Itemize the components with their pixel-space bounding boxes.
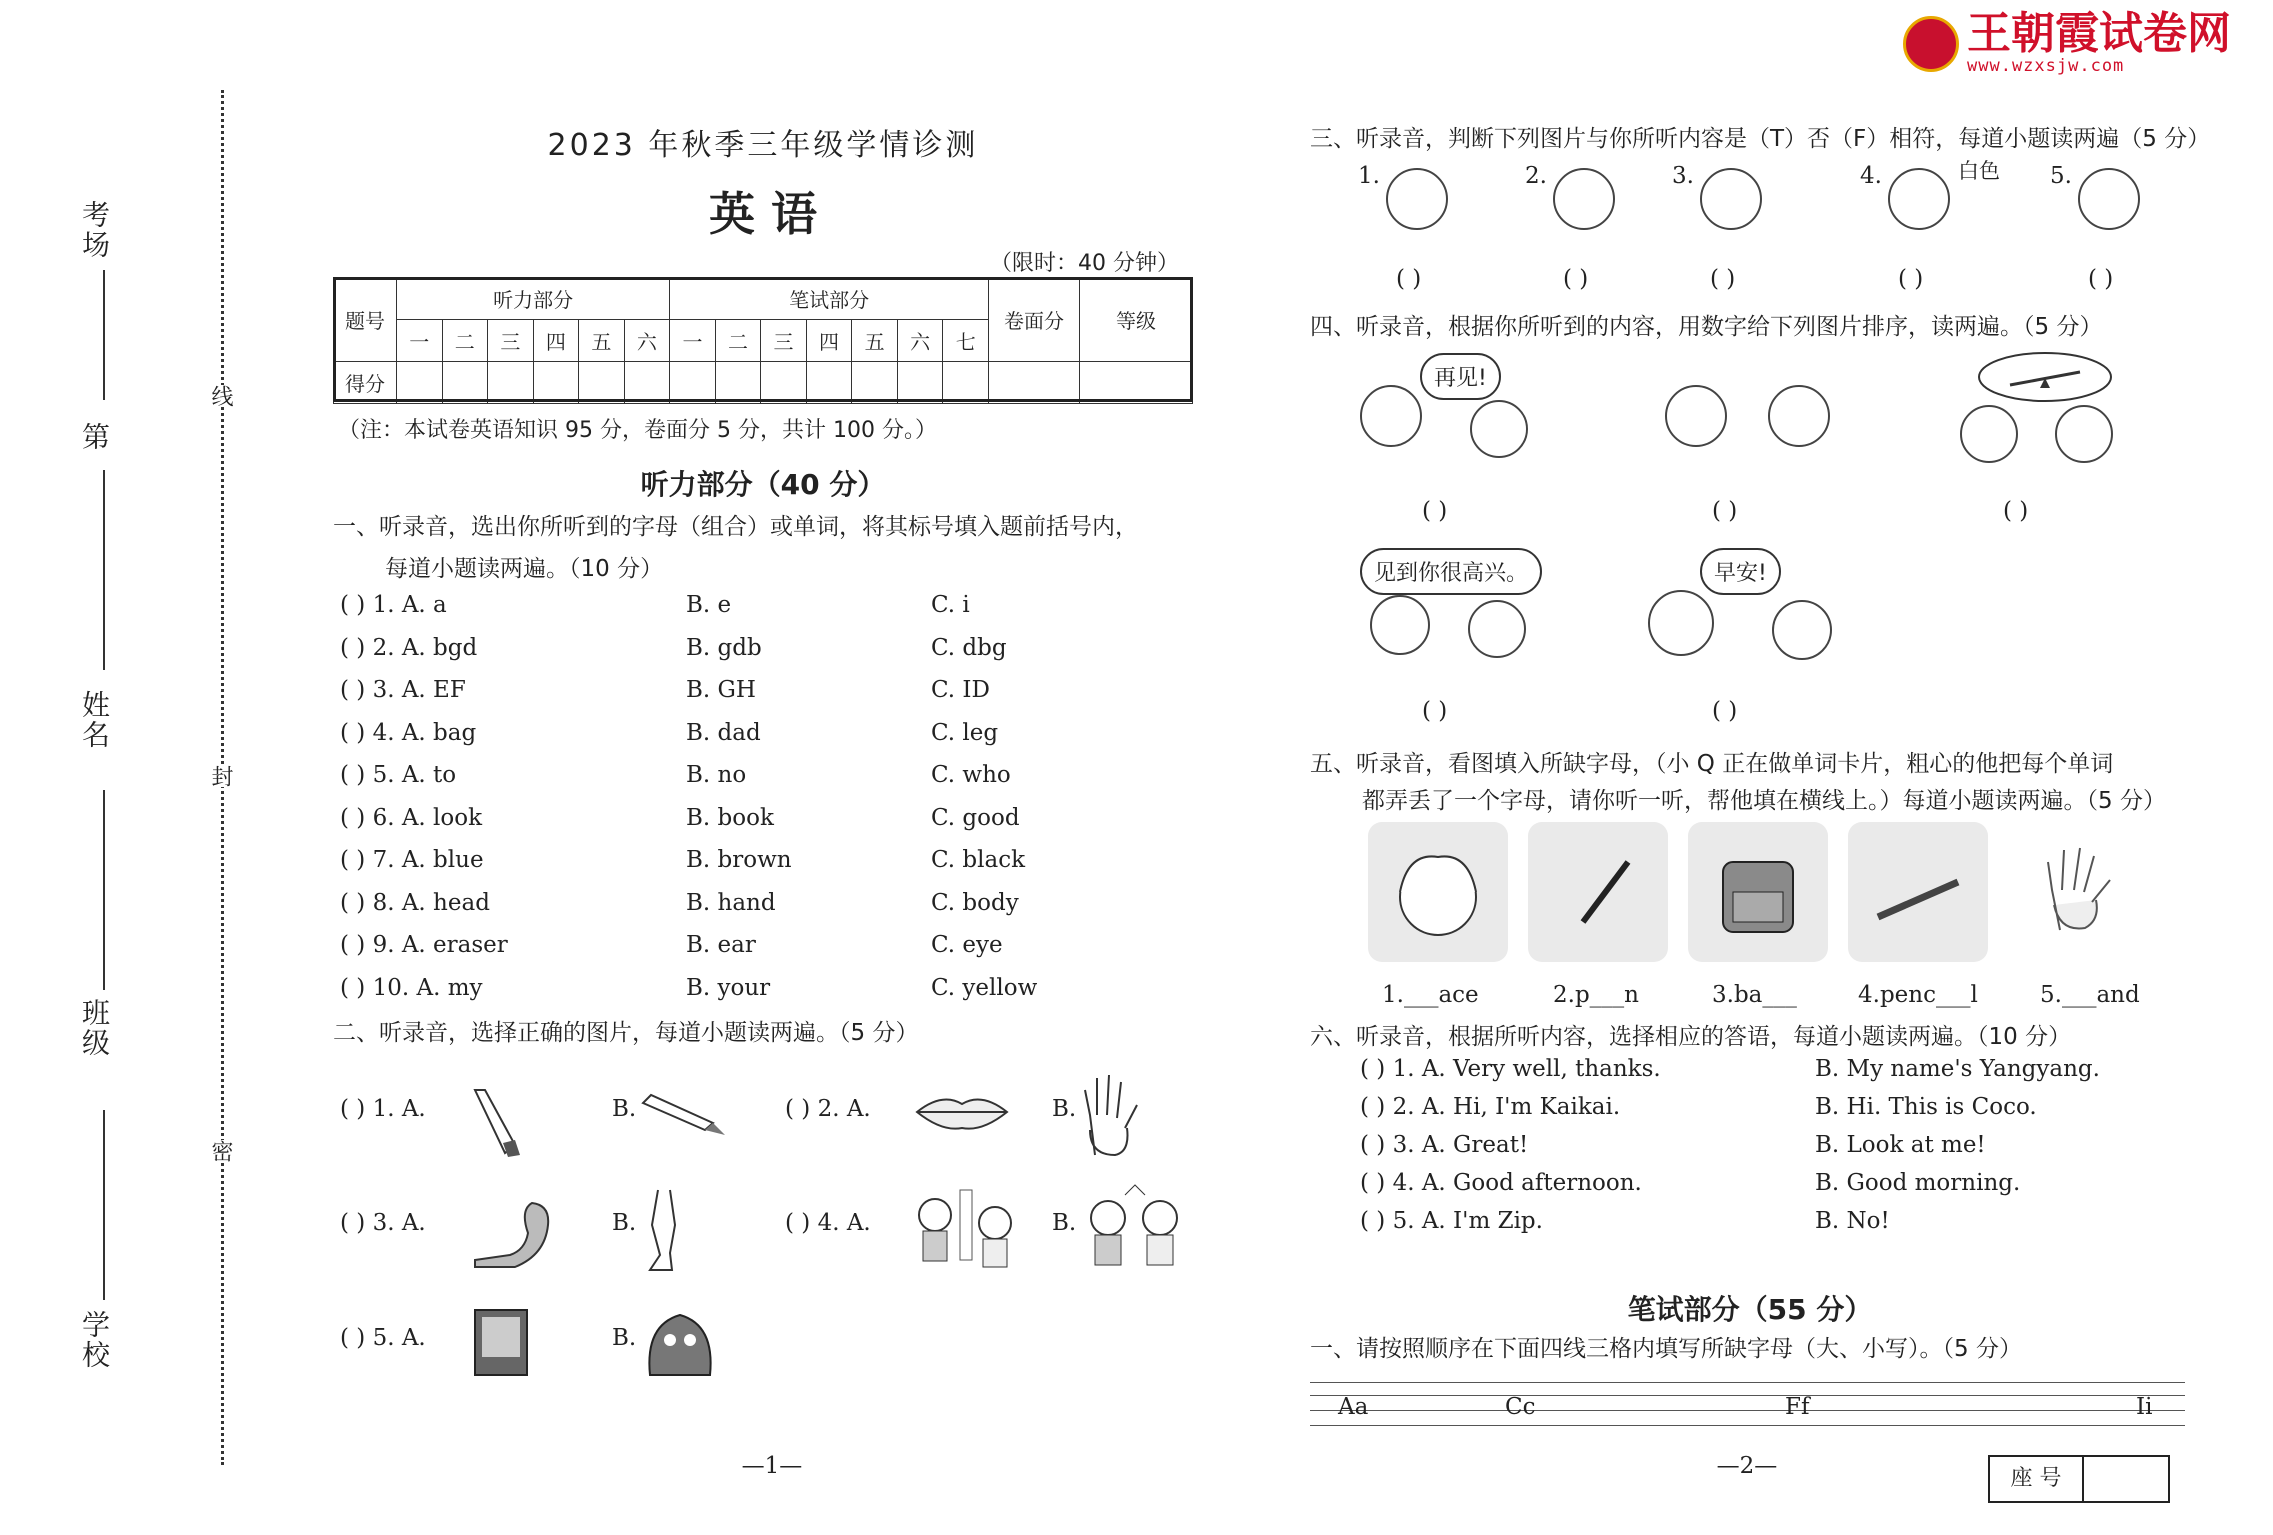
- seat-number-label: 座 号: [1990, 1457, 2084, 1501]
- s3-paren-3[interactable]: ( ): [1710, 266, 1736, 292]
- score-cell[interactable]: [989, 362, 1080, 404]
- s4-pic5-kid-a-icon: [1648, 590, 1714, 656]
- s4-paren-5[interactable]: ( ): [1712, 698, 1738, 724]
- s4-bubble-nice-to-meet: 见到你很高兴。: [1360, 548, 1542, 595]
- page-number-1: —1—: [741, 1453, 803, 1479]
- s5-instruction-line2: 都弄丢了一个字母，请你听一听，帮他填在横线上。）每道小题读两遍。（5 分）: [1362, 788, 2166, 814]
- s2-q5-a[interactable]: ( ) 5. A.: [340, 1325, 426, 1351]
- s2-q1-a[interactable]: ( ) 1. A.: [340, 1096, 426, 1122]
- four-line-grid-2: [1310, 1395, 2185, 1396]
- s1-q6-option-c[interactable]: C. good: [931, 804, 1020, 831]
- s6-q1-option-b[interactable]: B. My name's Yangyang.: [1815, 1056, 2100, 1082]
- score-cell[interactable]: [442, 362, 488, 404]
- s1-q4-option-c[interactable]: C. leg: [931, 719, 999, 746]
- s4-pic4-kid-a-icon: [1370, 595, 1430, 655]
- listen-col-6: 六: [624, 320, 670, 362]
- s1-q1-option-a[interactable]: ( ) 1. A. a: [340, 592, 447, 618]
- four-line-grid-1: [1310, 1382, 2185, 1383]
- logo-url: www.wzxsjw.com: [1967, 56, 2125, 76]
- s2-q1-b[interactable]: B.: [612, 1096, 637, 1122]
- s1-q7-option-b[interactable]: B. brown: [686, 847, 792, 873]
- hand-card-icon: [2040, 840, 2120, 940]
- s3-kid-3-icon: [1700, 168, 1762, 230]
- s4-instruction: 四、听录音，根据你所听到的内容，用数字给下列图片排序，读两遍。（5 分）: [1310, 314, 2103, 340]
- s1-q2-option-a[interactable]: ( ) 2. A. bgd: [340, 634, 478, 661]
- s6-q2-option-b[interactable]: B. Hi. This is Coco.: [1815, 1094, 2037, 1120]
- s1-q1-option-b[interactable]: B. e: [686, 592, 732, 618]
- arm-icon: [470, 1195, 555, 1270]
- s1-q3-option-a[interactable]: ( ) 3. A. EF: [340, 677, 466, 703]
- s4-pic2-kid-a-icon: [1665, 385, 1727, 447]
- score-header-number: 题号: [334, 278, 397, 362]
- score-cell[interactable]: [943, 362, 989, 404]
- grid-letter-aa: Aa: [1338, 1394, 1369, 1420]
- crayon-icon: [460, 1085, 530, 1160]
- s3-kid-1-icon: [1386, 168, 1448, 230]
- write-col-1: 一: [670, 320, 716, 362]
- s1-q3-option-c[interactable]: C. ID: [931, 677, 990, 703]
- label-school: 学校: [78, 1310, 111, 1370]
- s1-q7-option-a[interactable]: ( ) 7. A. blue: [340, 847, 484, 873]
- score-cell[interactable]: [806, 362, 852, 404]
- blank-name: [103, 470, 105, 670]
- s1-q6-option-b[interactable]: B. book: [686, 804, 774, 831]
- score-header-writing: 笔试部分: [670, 278, 989, 320]
- s1-q5-option-b[interactable]: B. no: [686, 762, 747, 788]
- s1-q8-option-a[interactable]: ( ) 8. A. head: [340, 889, 490, 916]
- write-col-5: 五: [852, 320, 898, 362]
- s5-card-pen: [1528, 822, 1668, 962]
- blank-class: [103, 790, 105, 990]
- s1-q8-option-b[interactable]: B. hand: [686, 889, 776, 916]
- listen-col-3: 三: [488, 320, 534, 362]
- s3-paren-4[interactable]: ( ): [1898, 266, 1924, 292]
- score-header-listening: 听力部分: [397, 278, 670, 320]
- s2-instruction: 二、听录音，选择正确的图片，每道小题读两遍。（5 分）: [333, 1020, 919, 1046]
- s5-card-pencil: [1848, 822, 1988, 962]
- write-col-6: 六: [897, 320, 943, 362]
- s6-q5-option-b[interactable]: B. No!: [1815, 1208, 1890, 1234]
- blank-school: [103, 1110, 105, 1300]
- listening-section-title: 听力部分（40 分）: [640, 468, 886, 501]
- listen-col-1: 一: [397, 320, 443, 362]
- s1-q4-option-b[interactable]: B. dad: [686, 719, 761, 746]
- s4-paren-4[interactable]: ( ): [1422, 698, 1448, 724]
- s2-q2-a[interactable]: ( ) 2. A.: [785, 1096, 871, 1122]
- s1-q5-option-c[interactable]: C. who: [931, 762, 1011, 788]
- s4-pic3-kid-a-icon: [1960, 405, 2018, 463]
- book-icon: [470, 1305, 535, 1380]
- seat-number-box: [1988, 1455, 2170, 1503]
- subject-title: 英 语: [708, 187, 817, 241]
- s1-instruction-line1: 一、听录音，选出你所听到的字母（组合）或单词，将其标号填入题前括号内，: [333, 514, 1138, 540]
- s1-q8-option-c[interactable]: C. body: [931, 889, 1019, 916]
- dot-label-secret: 密: [205, 1140, 236, 1162]
- grid-letter-cc: Cc: [1505, 1394, 1536, 1420]
- s6-q1-option-a[interactable]: ( ) 1. A. Very well, thanks.: [1360, 1056, 1661, 1082]
- write-col-7: 七: [943, 320, 989, 362]
- kids-greeting-icon: [905, 1185, 1025, 1275]
- label-exam-room: 考场: [78, 200, 111, 260]
- score-table: [333, 277, 1193, 404]
- score-cell[interactable]: [670, 362, 716, 404]
- face-outline-icon: [1368, 822, 1508, 962]
- s1-q2-option-b[interactable]: B. gdb: [686, 634, 762, 661]
- schoolbag-icon: [1688, 822, 1828, 962]
- s1-q9-option-c[interactable]: C. eye: [931, 932, 1003, 958]
- s6-q3-option-b[interactable]: B. Look at me!: [1815, 1132, 1986, 1158]
- label-name: 姓名: [78, 690, 111, 750]
- s1-q2-option-c[interactable]: C. dbg: [931, 634, 1007, 661]
- s2-q2-b[interactable]: B.: [1052, 1096, 1077, 1122]
- four-line-grid-3: [1310, 1410, 2185, 1411]
- score-cell[interactable]: [715, 362, 761, 404]
- s1-q9-option-a[interactable]: ( ) 9. A. eraser: [340, 932, 508, 958]
- s5-word-5[interactable]: 5.___and: [2040, 982, 2140, 1008]
- s3-paren-1[interactable]: ( ): [1396, 266, 1422, 292]
- s5-word-2[interactable]: 2.p___n: [1553, 982, 1639, 1008]
- score-cell[interactable]: [488, 362, 534, 404]
- pencil-card-icon: [1848, 822, 1988, 962]
- s4-pic3-kid-b-icon: [2055, 405, 2113, 463]
- four-line-grid-4: [1310, 1425, 2185, 1426]
- s1-q10-option-b[interactable]: B. your: [686, 974, 771, 1001]
- s3-note-white: 白色: [1958, 159, 2000, 183]
- s3-num-3: 3.: [1672, 163, 1694, 189]
- score-header-neatness: 卷面分: [989, 278, 1080, 362]
- s3-num-2: 2.: [1525, 163, 1547, 189]
- w1-instruction: 一、请按照顺序在下面四线三格内填写所缺字母（大、小写）。（5 分）: [1310, 1336, 2022, 1362]
- s3-num-5: 5.: [2050, 163, 2072, 189]
- write-col-3: 三: [761, 320, 807, 362]
- score-header-grade: 等级: [1080, 278, 1193, 362]
- s1-q9-option-b[interactable]: B. ear: [686, 932, 756, 958]
- s1-q4-option-a[interactable]: ( ) 4. A. bag: [340, 719, 477, 746]
- score-cell[interactable]: [897, 362, 943, 404]
- s2-q4-a[interactable]: ( ) 4. A.: [785, 1210, 871, 1236]
- site-logo: [1903, 8, 2231, 76]
- page-number-2: —2—: [1716, 1453, 1778, 1479]
- s1-q10-option-a[interactable]: ( ) 10. A. my: [340, 974, 483, 1001]
- lips-icon: [912, 1090, 1012, 1135]
- s4-pic5-kid-b-icon: [1772, 600, 1832, 660]
- s6-q4-option-a[interactable]: ( ) 4. A. Good afternoon.: [1360, 1170, 1642, 1196]
- s3-kid-2-icon: [1553, 168, 1615, 230]
- grid-letter-ii: Ii: [2136, 1394, 2153, 1420]
- seat-number-input[interactable]: [2084, 1457, 2168, 1501]
- dot-label-line: 线: [205, 385, 236, 407]
- s1-q3-option-b[interactable]: B. GH: [686, 677, 756, 703]
- score-cell[interactable]: [761, 362, 807, 404]
- s5-card-face: [1368, 822, 1508, 962]
- score-cell[interactable]: [397, 362, 443, 404]
- pen-icon: [1528, 822, 1668, 962]
- s3-num-4: 4.: [1860, 163, 1882, 189]
- s4-pic1-kid-b-icon: [1470, 400, 1528, 458]
- s1-q1-option-c[interactable]: C. i: [931, 592, 970, 618]
- blank-exam-room: [103, 270, 105, 400]
- s4-bubble-goodbye: 再见!: [1420, 353, 1501, 400]
- s5-instruction-line1: 五、听录音，看图填入所缺字母，（小 Q 正在做单词卡片，粗心的他把每个单词: [1310, 751, 2114, 777]
- listen-col-2: 二: [442, 320, 488, 362]
- s3-instruction: 三、听录音，判断下列图片与你所听内容是（T）否（F）相符，每道小题读两遍（5 分）: [1310, 126, 2211, 152]
- s6-q3-option-a[interactable]: ( ) 3. A. Great!: [1360, 1132, 1529, 1158]
- score-cell[interactable]: [852, 362, 898, 404]
- logo-name: 王朝霞试卷网: [1967, 8, 2231, 59]
- kids-talking-icon: [1080, 1180, 1190, 1275]
- score-row-label: 得分: [334, 362, 397, 404]
- s2-q4-b[interactable]: B.: [1052, 1210, 1077, 1236]
- s5-word-3[interactable]: 3.ba___: [1712, 982, 1797, 1008]
- time-limit: （限时：40 分钟）: [990, 251, 1179, 276]
- s5-card-bag: [1688, 822, 1828, 962]
- s6-instruction: 六、听录音，根据所听内容，选择相应的答语，每道小题读两遍。（10 分）: [1310, 1024, 2072, 1050]
- grid-letter-ff: Ff: [1785, 1394, 1810, 1420]
- s1-q5-option-a[interactable]: ( ) 5. A. to: [340, 762, 457, 788]
- s3-kid-4-icon: [1888, 168, 1950, 230]
- s1-q6-option-a[interactable]: ( ) 6. A. look: [340, 804, 483, 831]
- s4-pic2-kid-b-icon: [1768, 385, 1830, 447]
- score-cell[interactable]: [579, 362, 625, 404]
- backpack-icon: [640, 1305, 720, 1380]
- s5-word-4[interactable]: 4.penc___l: [1858, 982, 1978, 1008]
- hand-icon: [1075, 1070, 1145, 1160]
- score-note: （注：本试卷英语知识 95 分，卷面分 5 分，共计 100 分。）: [338, 418, 937, 443]
- s1-instruction-line2: 每道小题读两遍。（10 分）: [385, 556, 664, 582]
- s4-paren-1[interactable]: ( ): [1422, 498, 1448, 524]
- logo-badge-icon: [1903, 16, 1959, 72]
- s3-num-1: 1.: [1358, 163, 1380, 189]
- pencil-icon: [635, 1085, 730, 1145]
- dot-label-seal: 封: [205, 765, 236, 787]
- s6-q4-option-b[interactable]: B. Good morning.: [1815, 1170, 2021, 1196]
- s1-q10-option-c[interactable]: C. yellow: [931, 974, 1038, 1001]
- s2-q5-b[interactable]: B.: [612, 1325, 637, 1351]
- leg-icon: [640, 1185, 690, 1275]
- write-col-4: 四: [806, 320, 852, 362]
- s3-paren-5[interactable]: ( ): [2088, 266, 2114, 292]
- score-cell[interactable]: [533, 362, 579, 404]
- s2-q3-b[interactable]: B.: [612, 1210, 637, 1236]
- s3-kid-5-icon: [2078, 168, 2140, 230]
- write-col-2: 二: [715, 320, 761, 362]
- s5-word-1[interactable]: 1.___ace: [1382, 982, 1479, 1008]
- writing-section-title: 笔试部分（55 分）: [1627, 1293, 1873, 1326]
- label-class: 班级: [78, 998, 111, 1058]
- s4-paren-2[interactable]: ( ): [1712, 498, 1738, 524]
- score-cell[interactable]: [624, 362, 670, 404]
- score-cell[interactable]: [1080, 362, 1193, 404]
- listen-col-5: 五: [579, 320, 625, 362]
- label-seat-order: 第: [78, 422, 111, 452]
- s2-q3-a[interactable]: ( ) 3. A.: [340, 1210, 426, 1236]
- s4-pic4-kid-b-icon: [1468, 600, 1526, 658]
- s4-bubble-good-morning: 早安!: [1700, 548, 1781, 595]
- s6-q2-option-a[interactable]: ( ) 2. A. Hi, I'm Kaikai.: [1360, 1094, 1621, 1120]
- s4-pic1-kid-a-icon: [1360, 385, 1422, 447]
- listen-col-4: 四: [533, 320, 579, 362]
- thought-cloud-seesaw-icon: [1975, 350, 2115, 405]
- s3-paren-2[interactable]: ( ): [1563, 266, 1589, 292]
- s4-paren-3[interactable]: ( ): [2003, 498, 2029, 524]
- s1-q7-option-c[interactable]: C. black: [931, 847, 1026, 873]
- exam-title: 2023 年秋季三年级学情诊测: [547, 128, 979, 163]
- s6-q5-option-a[interactable]: ( ) 5. A. I'm Zip.: [1360, 1208, 1543, 1234]
